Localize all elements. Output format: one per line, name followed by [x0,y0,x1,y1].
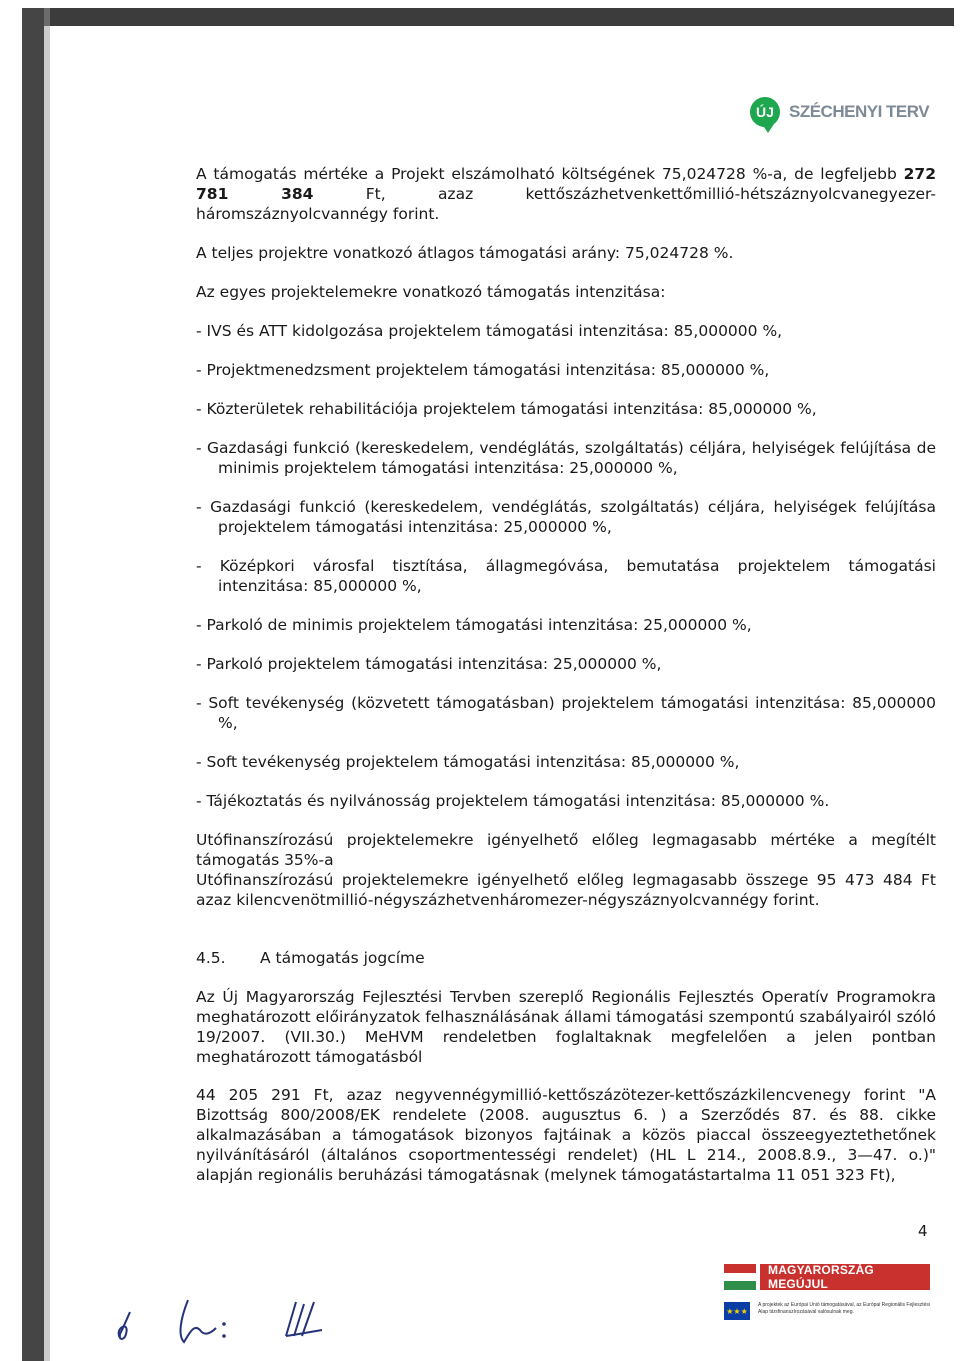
advance-rate: Utófinanszírozású projektelemekre igényelhető előleg legmagasabb mértéke a megítélt támogatás 35%-a [196,831,936,869]
scan-top-edge [22,8,954,26]
footer-logos [724,1262,934,1328]
hungarian-flag-icon [724,1264,756,1290]
scan-left-edge [22,8,44,1361]
intensity-intro: Az egyes projektelemekre vonatkozó támogatás intenzitása: [196,283,666,301]
list-item: - Tájékoztatás és nyilvánosság projektelem támogatási intenzitása: 85,000000 %. [196,792,830,810]
advance-paragraph [196,830,936,910]
support-amount-line2: Ft, azaz kettőszázhetvenkettőmillió-hétszáznyolcvanegyezer-háromszáznyolcvannégy forint. [196,185,936,223]
szechenyi-terv-logo [750,86,929,138]
support-amount-paragraph [196,164,936,224]
list-item: - Középkori városfal tisztítása, állagmegóvása, bemutatása projektelem támogatási intenzitása: 85,000000 %, [196,557,936,595]
section-heading [196,948,936,968]
page-number: 4 [918,1222,928,1240]
document-body [196,164,936,1185]
list-item: - Közterületek rehabilitációja projektelem támogatási intenzitása: 85,000000 %, [196,400,817,418]
list-item: - Gazdasági funkció (kereskedelem, vendéglátás, szolgáltatás) céljára, helyiségek felújítása projektelem támogatási intenzitása: 25,000000 %, [196,498,936,536]
list-item: - IVS és ATT kidolgozása projektelem támogatási intenzitása: 85,000000 %, [196,322,783,340]
legal-basis-paragraph: Az Új Magyarország Fejlesztési Tervben szereplő Regionális Fejlesztés Operatív Programokra meghatározott előirányzatok felhasználásának állami támogatási szempontú szabályairól szóló 19/2007. (VII.30.) MeHVM rendeletben foglaltaknak megfelelően a jelen pontban meghatározott támogatásból [196,988,936,1066]
average-rate-paragraph: A teljes projektre vonatkozó átlagos támogatási arány: 75,024728 %. [196,244,734,262]
support-amount-value: 272 781 384 [196,165,936,203]
list-item: - Soft tevékenység projektelem támogatási intenzitása: 85,000000 %, [196,753,740,771]
list-item: - Gazdasági funkció (kereskedelem, vendéglátás, szolgáltatás) céljára, helyiségek felújítása de minimis projektelem támogatási intenzitása: 25,000000 %, [196,439,936,477]
scan-left-shadow [44,8,50,1361]
eu-flag-icon: ★★★ [724,1302,750,1320]
section-title: A támogatás jogcíme [260,949,425,967]
handwritten-initials [110,1290,340,1350]
logo-text: SZÉCHENYI TERV [789,102,930,121]
eu-funding-note: A projektek az Európai Unió támogatásával, az Európai Regionális Fejlesztési Alap társfinanszírozásával valósulnak meg. [758,1302,931,1315]
support-amount-line1: A támogatás mértéke a Projekt elszámolható költségének 75,024728 %-a, de legfeljebb [196,165,897,183]
list-item: - Parkoló projektelem támogatási intenzitása: 25,000000 %, [196,655,662,673]
intensity-list [196,321,936,811]
list-item: - Parkoló de minimis projektelem támogatási intenzitása: 25,000000 %, [196,616,752,634]
magyarorszag-megujul-banner: MAGYARORSZÁG MEGÚJUL [760,1264,930,1290]
signature-icon [110,1290,340,1350]
section-number: 4.5. [196,949,226,967]
list-item: - Projektmenedzsment projektelem támogatási intenzitása: 85,000000 %, [196,361,770,379]
uj-badge-icon: ÚJ [750,97,780,127]
advance-amount: Utófinanszírozású projektelemekre igényelhető előleg legmagasabb összege 95 473 484 Ft azaz kilencvenötmillió-négyszázhetvenháromezer-négyszáznyolcvannégy forint. [196,871,936,909]
regional-investment-paragraph: 44 205 291 Ft, azaz negyvennégymillió-kettőszázötezer-kettőszázkilencvenegy forint "A Bizottság 800/2008/EK rendelete (2008. augusztus 6. ) a Szerződés 87. és 88. cikke alkalmazásában a támogatások bizonyos fajtáinak a közös piaccal összeegyeztethetőnek nyilvánításáról (általános csoportmentességi rendelet) (HL L 214., 2008.8.9., 3—47. o.)" alapján regionális beruházási támogatásnak (melynek támogatástartalma 11 051 323 Ft), [196,1086,936,1184]
list-item: - Soft tevékenység (közvetett támogatásban) projektelem támogatási intenzitása: 85,000000 %, [196,694,936,732]
